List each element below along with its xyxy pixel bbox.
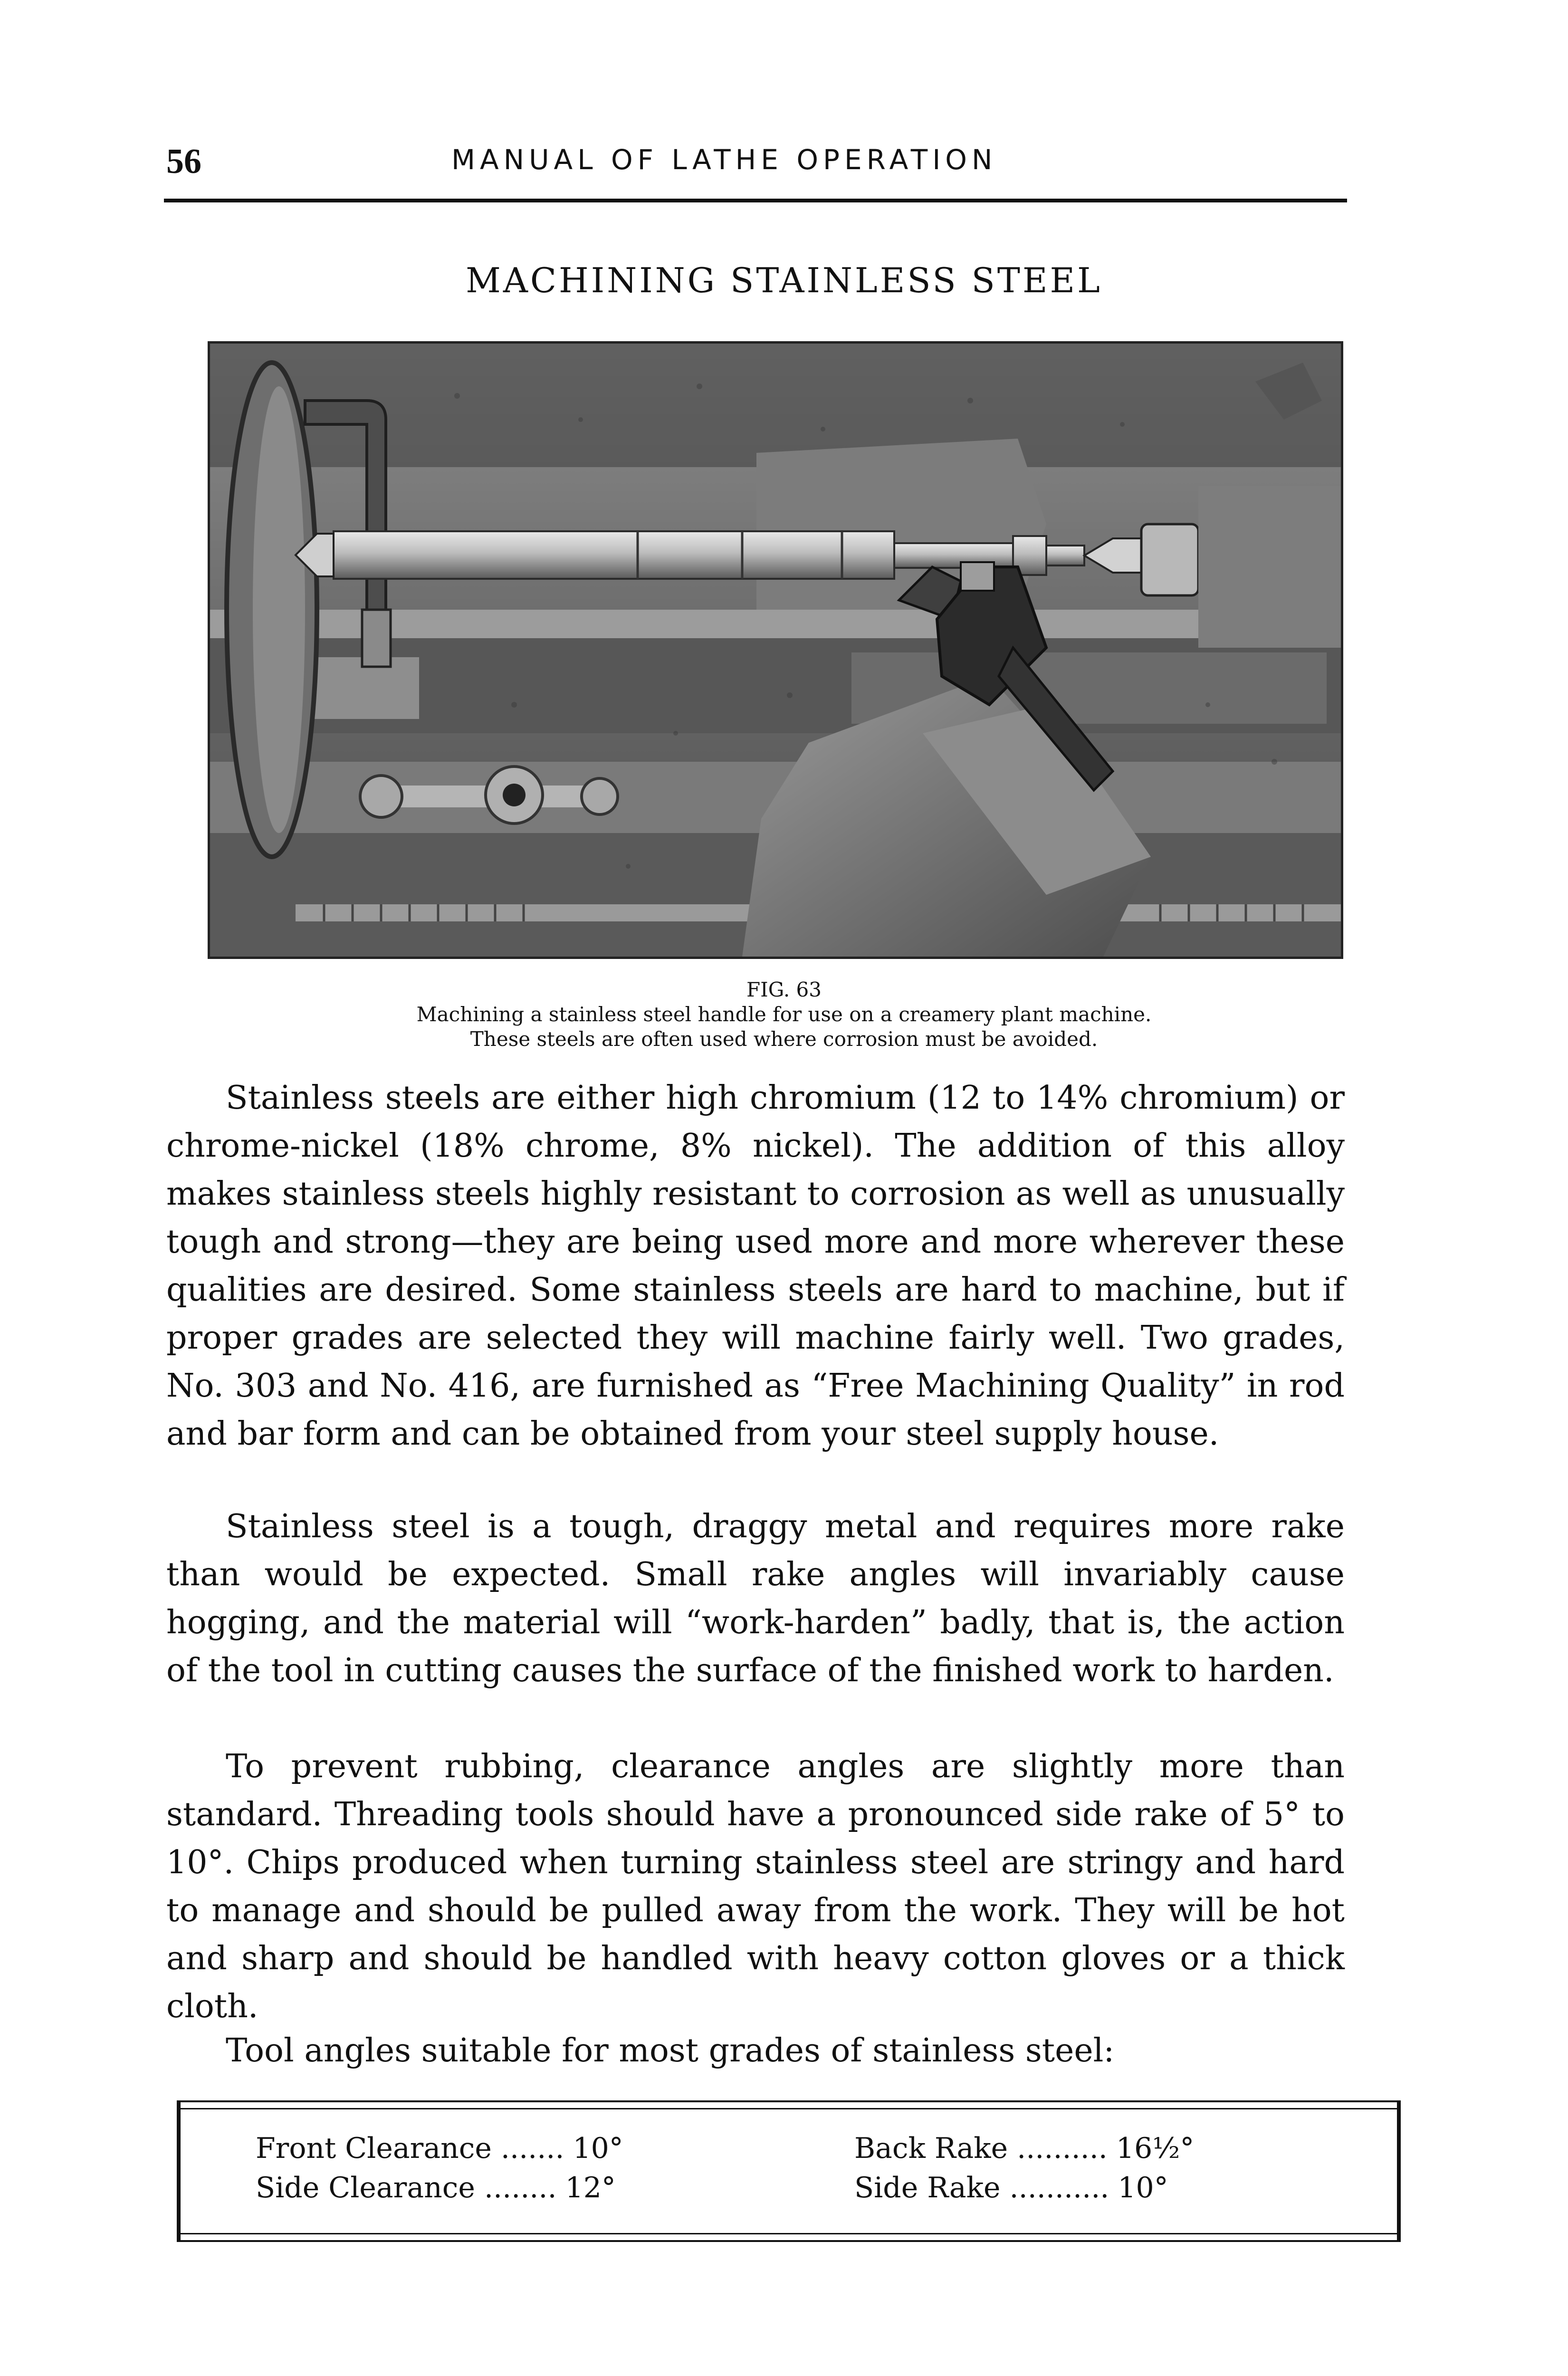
figure-caption-line-1: Machining a stainless steel handle for use on a creamery plant machine. — [416, 1003, 1152, 1026]
side-rake-value: 10° — [1118, 2171, 1168, 2204]
side-clearance-label: Side Clearance ........ — [256, 2171, 557, 2204]
header-rule — [164, 199, 1347, 202]
paragraph-rake: Stainless steel is a tough, draggy metal and requires more rake than would be expected. Small rake angles will invariably cause hogging, and the material will “work-harden” badly, that is, the action of the tool in cutting causes the surface of the finished work to harden. — [166, 1508, 1345, 1689]
paragraph-clearance: To prevent rubbing, clearance angles are slightly more than standard. Threading tools should have a pronounced side rake of 5° to 10°. Chips produced when turning stainless steel are stringy and hard to manage and should be pulled away from the work. They will be hot and sharp and should be handled with heavy cotton gloves or a thick cloth. — [166, 1748, 1345, 2025]
table-top-rule — [181, 2108, 1397, 2109]
lathe-photo — [208, 341, 1343, 959]
lathe-photo-illustration — [210, 344, 1341, 957]
running-head: MANUAL OF LATHE OPERATION — [451, 144, 997, 176]
back-rake-row — [854, 2132, 1194, 2165]
paragraph-alloy-composition: Stainless steels are either high chromium (12 to 14% chromium) or chrome-nickel (18% chrome, 8% nickel). The addition of this alloy makes stainless steels highly resistant to corrosion as well as unusually tough and strong—they are being used more and more wherever these qualities are desired. Some stainless steels are hard to machine, but if proper grades are selected they will machine fairly well. Two grades, No. 303 and No. 416, are furnished as “Free Machining Quality” in rod and bar form and can be obtained from your steel supply house. — [166, 1079, 1345, 1453]
front-clearance-value: 10° — [573, 2132, 623, 2165]
side-clearance-row — [256, 2171, 616, 2204]
table-bottom-rule — [181, 2233, 1397, 2234]
side-clearance-value: 12° — [565, 2171, 616, 2204]
back-rake-label: Back Rake .......... — [854, 2132, 1108, 2165]
page-header — [166, 142, 1345, 194]
figure-label: FIG. 63 — [746, 978, 822, 1001]
figure-caption-line-2: These steels are often used where corrosion must be avoided. — [470, 1027, 1098, 1051]
section-title: MACHINING STAINLESS STEEL — [466, 260, 1102, 300]
back-rake-value: 16½° — [1116, 2132, 1195, 2165]
page-number: 56 — [166, 142, 201, 181]
front-clearance-label: Front Clearance ....... — [256, 2132, 564, 2165]
front-clearance-row — [256, 2132, 623, 2165]
side-rake-row — [854, 2171, 1168, 2204]
side-rake-label: Side Rake ........... — [854, 2171, 1109, 2204]
tool-angles-table — [177, 2100, 1401, 2242]
paragraph-table-intro: Tool angles suitable for most grades of stainless steel: — [226, 2032, 1115, 2069]
